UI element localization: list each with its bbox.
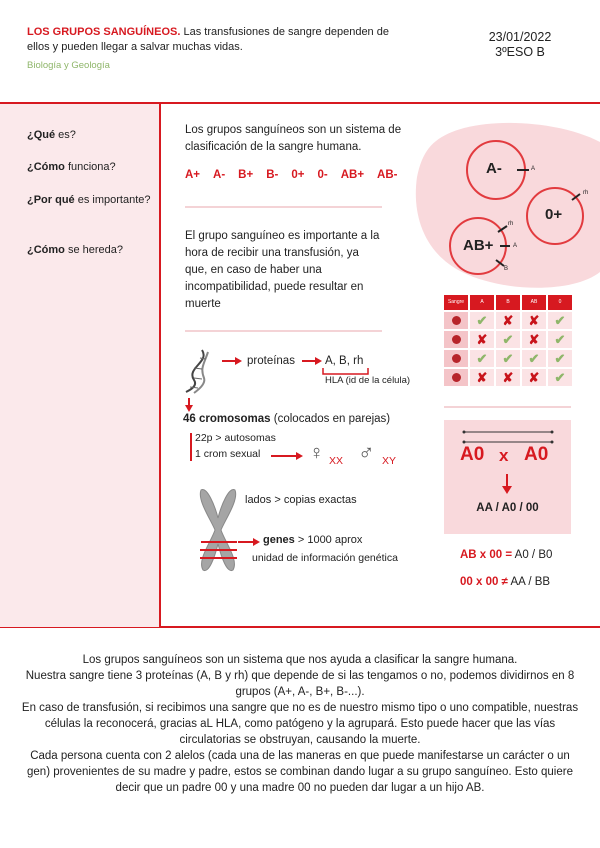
blood-groups-list xyxy=(185,165,425,183)
arrow-right-icon xyxy=(302,356,322,366)
summary-text xyxy=(20,652,580,796)
group-item: AB+ xyxy=(340,169,365,181)
table-cell: ✔ xyxy=(470,312,494,329)
circle-tag: rh xyxy=(508,221,514,227)
arrow-right-icon xyxy=(238,537,260,547)
arrow-down-icon xyxy=(501,474,513,494)
sidebar-question-why: ¿Por qué es importante? xyxy=(27,194,151,206)
blood-drop-icon xyxy=(444,369,468,386)
group-item: B- xyxy=(266,169,279,181)
sidebar xyxy=(0,104,161,627)
date-block xyxy=(470,30,570,60)
table-header-cell: 0 xyxy=(548,295,572,310)
table-cell: ✔ xyxy=(548,350,572,367)
blood-drop-icon xyxy=(444,350,468,367)
blood-drop-icon xyxy=(444,312,468,329)
table-row xyxy=(444,312,572,329)
group-item: 0- xyxy=(317,169,328,181)
table-cell: ✔ xyxy=(522,350,546,367)
subject-label: Biología y Geología xyxy=(27,60,110,71)
table-cell: ✘ xyxy=(496,312,520,329)
table-cell: ✔ xyxy=(548,369,572,386)
table-header-cell: Sangre xyxy=(444,295,468,310)
circle-label-ab-pos: AB+ xyxy=(463,237,494,254)
gene-unit-text: unidad de información genética xyxy=(252,552,398,564)
table-row xyxy=(444,331,572,348)
bracket-line xyxy=(190,433,192,461)
separator xyxy=(185,206,382,208)
page-header-title xyxy=(27,25,397,55)
sex-chrom-text: 1 crom sexual xyxy=(195,448,261,460)
parent-1: A0 xyxy=(460,444,485,465)
chromosomes-text: 46 cromosomas (colocados en parejas) xyxy=(183,413,391,425)
summary-paragraph: Nuestra sangre tiene 3 proteínas (A, B y rh) que depende de si las tengamos o no, podemos dividirnos en 8 grupos (A+, A-, B+, B-...). xyxy=(25,670,575,698)
male-icon: ♂ xyxy=(358,440,375,465)
table-cell: ✘ xyxy=(470,331,494,348)
chromosome-icon xyxy=(195,486,241,574)
group-item: 0+ xyxy=(291,169,305,181)
table-row xyxy=(444,369,572,386)
title-rest: Las transfusiones de sangre dependen de ellos y pueden llegar a salvar muchas vidas. xyxy=(27,26,389,53)
blood-drop-icon xyxy=(444,331,468,348)
table-cell: ✘ xyxy=(522,312,546,329)
proteins-list: A, B, rh xyxy=(325,355,364,367)
table-cell: ✔ xyxy=(470,350,494,367)
separator xyxy=(444,406,571,408)
autosomes-text: 22p > autosomas xyxy=(195,432,276,444)
genes-text: genes > 1000 aprox xyxy=(263,534,363,546)
table-row xyxy=(444,350,572,367)
proteins-label: proteínas xyxy=(247,355,295,367)
circle-tag: A xyxy=(513,243,518,249)
table-header-cell: B xyxy=(496,295,520,310)
circle-label-0-pos: 0+ xyxy=(545,206,563,223)
circle-tag: A xyxy=(531,166,536,172)
table-cell: ✔ xyxy=(496,331,520,348)
definition-text: Los grupos sanguíneos son un sistema de clasificación de la sangre humana. xyxy=(185,124,402,153)
table-cell: ✘ xyxy=(470,369,494,386)
separator xyxy=(185,330,382,332)
example-2: 00 x 00 ≠ AA / BB xyxy=(460,576,551,588)
table-header-row xyxy=(444,295,572,310)
sides-note: lados > copias exactas xyxy=(245,494,357,506)
table-cell: ✘ xyxy=(496,369,520,386)
group-item: B+ xyxy=(238,169,254,181)
circle-label-a-neg: A- xyxy=(486,160,502,177)
table-header-cell: AB xyxy=(522,295,546,310)
times-sign: x xyxy=(499,446,509,465)
circle-tag: rh xyxy=(583,190,589,196)
table-cell: ✔ xyxy=(496,350,520,367)
sidebar-question-what: ¿Qué es? xyxy=(27,129,76,141)
summary-paragraph: Los grupos sanguíneos son un sistema que nos ayuda a clasificar la sangre humana. xyxy=(82,654,518,666)
summary-paragraph: Cada persona cuenta con 2 alelos (cada una de las maneras en que puede manifestarse un carácter o un gen) provenientes de su madre y padre, estos se combinan dando lugar a su grupo sanguíneo. Esto quiere decir que un padre 00 y una madre 00 no pueden dar lugar a un hijo AB. xyxy=(27,750,573,794)
example-1: AB x 00 = A0 / B0 xyxy=(460,549,553,561)
group-item: A+ xyxy=(185,169,201,181)
table-cell: ✘ xyxy=(522,369,546,386)
female-xx: XX xyxy=(329,455,344,467)
circle-tag: B xyxy=(504,266,509,272)
arrow-right-icon xyxy=(222,356,242,366)
date: 23/01/2022 xyxy=(488,30,552,44)
sidebar-question-inherit: ¿Cómo se hereda? xyxy=(27,244,123,256)
compatibility-table xyxy=(444,295,572,386)
hla-note: HLA (id de la célula) xyxy=(325,375,411,386)
title-bold: LOS GRUPOS SANGUÍNEOS. xyxy=(27,26,181,38)
class-label: 3ºESO B xyxy=(495,45,545,59)
table-cell: ✔ xyxy=(548,331,572,348)
arrow-down-icon xyxy=(184,398,194,412)
inheritance-result: AA / A0 / 00 xyxy=(476,502,539,514)
importance-text: El grupo sanguíneo es importante a la hora de recibir una transfusión, ya que, en caso de haber una incompatibilidad, puede resultar en muerte xyxy=(185,230,380,310)
sidebar-question-how-works: ¿Cómo funciona? xyxy=(27,161,116,173)
table-header-cell: A xyxy=(470,295,494,310)
group-item: A- xyxy=(213,169,226,181)
male-xy: XY xyxy=(382,455,397,467)
parent-2: A0 xyxy=(524,444,549,465)
summary-paragraph: En caso de transfusión, si recibimos una sangre que no es de nuestro mismo tipo o uno compatible, nuestras células la reconocerá, gracias aL HLA, como patógeno y la agrupará. Esto puede hacer que las vías circulatorias se obstruyan, causando la muerte. xyxy=(21,702,579,746)
table-cell: ✘ xyxy=(522,331,546,348)
dna-icon xyxy=(180,348,216,394)
arrow-right-icon xyxy=(271,451,303,461)
female-icon: ♀ xyxy=(309,442,324,464)
table-cell: ✔ xyxy=(548,312,572,329)
group-item: AB- xyxy=(377,169,398,181)
